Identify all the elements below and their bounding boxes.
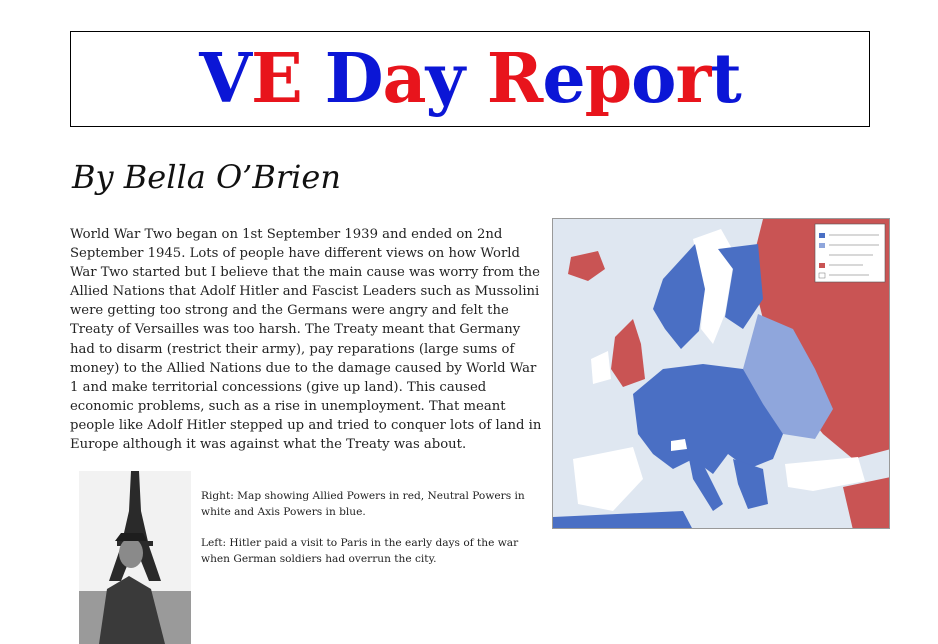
title-letter: V	[199, 39, 252, 119]
title-letter: p	[584, 39, 632, 119]
map-caption: Right: Map showing Allied Powers in red, Neutral Powers in white and Axis Powers in blue.	[201, 490, 525, 518]
title-letter	[302, 39, 325, 119]
title-box	[70, 31, 870, 127]
report-title	[199, 39, 741, 119]
body-paragraph: World War Two began on 1st September 1939 and ended on 2nd September 1945. Lots of people have different views on how World War Two started but I believe that the main cause was worry from the Allied Nations that Adolf Hitler and Fascist Leaders such as Mussolini were getting too strong and the Germans were angry and felt the Treaty of Versailles was too harsh. The Treaty meant that Germany had to disarm (restrict their army), pay reparations (large sums of money) to the Allied Nations due to the damage caused by World War 1 and make territorial concessions (give up land). This caused economic problems, such as a rise in unemployment. That meant people like Adolf Hitler stepped up and tried to conquer lots of land in Europe although it was against what the Treaty was about.	[70, 227, 542, 453]
hitler-in-paris-photo	[79, 471, 191, 644]
title-letter: a	[382, 39, 426, 119]
title-letter: R	[486, 39, 543, 119]
title-letter: e	[542, 39, 585, 119]
title-letter	[464, 39, 487, 119]
title-letter: D	[324, 39, 383, 119]
title-letter: y	[425, 39, 465, 119]
title-letter: E	[251, 39, 302, 119]
europe-map-image	[552, 218, 890, 529]
title-letter: r	[675, 39, 711, 119]
title-letter: t	[710, 39, 741, 119]
photo-caption: Left: Hitler paid a visit to Paris in the early days of the war when German soldiers had overrun the city.	[201, 537, 519, 565]
title-letter: o	[631, 39, 676, 119]
author-byline: By Bella O’Brien	[72, 158, 341, 196]
